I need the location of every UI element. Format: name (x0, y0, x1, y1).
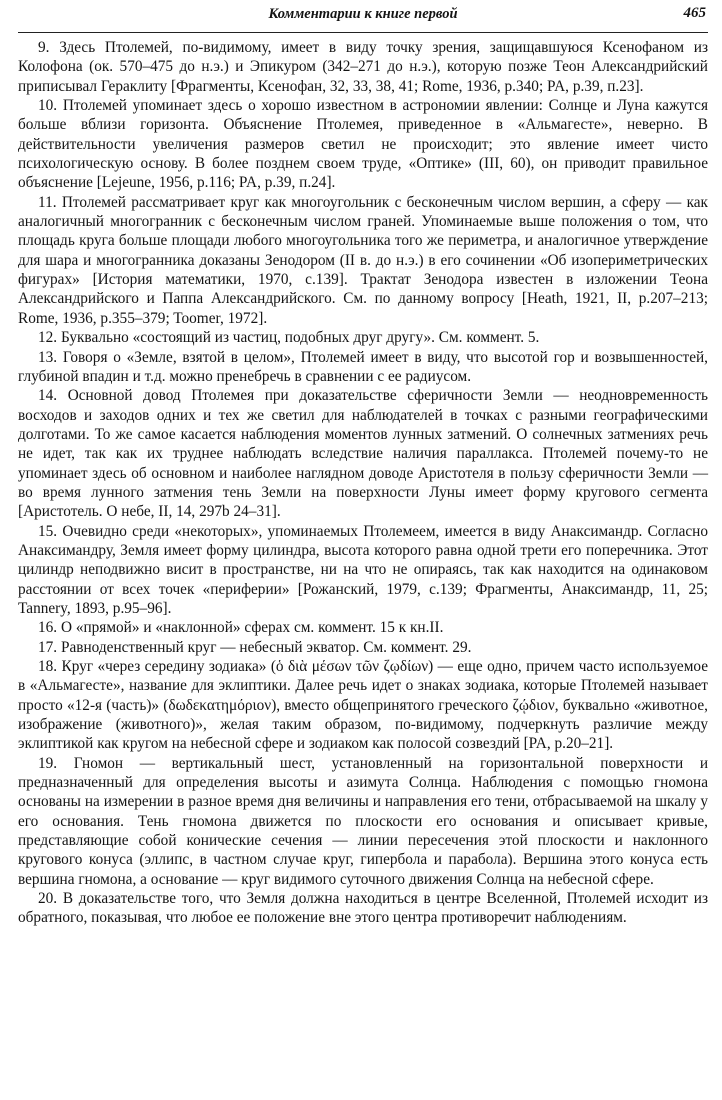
note-text: Гномон — вертикальный шест, установленный на горизонтальной поверхности и предназначенный для определения высоты и азимута Солнца. Наблюдения с помощью гномона основаны на измерении в разное время дня величины и направления его тени, отбрасываемой на шкалу у его основания. Тень гномона движется по плоскости его основания и описывает кривые, представляющие собой конические сечения — линии пересечения этой плоскости и наклонного кругового конуса (эллипс, в частном случае круг, гипербола и парабола). Вершина этого конуса есть вершина гномона, а основание — круг видимого суточного движения Солнца на небесной сфере. (18, 754, 709, 888)
note-number: 14. (38, 387, 58, 405)
note-12 (18, 328, 708, 347)
note-text: Буквально «состоящий из частиц, подобных друг другу». См. коммент. 5. (60, 329, 540, 347)
note-18 (18, 657, 708, 754)
note-text: Очевидно среди «некоторых», упоминаемых Птолемеем, имеется в виду Анаксимандр. Согласно Анаксимандру, Земля имеет форму цилиндра, высота которого равна одной трети его поперечника. Этот цилиндр неподвижно висит в пространстве, ни на что не опираясь, так как находится на одинаковом расстоянии от всех точек «периферии» [Рожанский, 1979, с.139; Фрагменты, Анаксимандр, 11, 25; Tannery, 1893, p.95–96]. (18, 522, 708, 617)
running-header (18, 0, 708, 33)
note-text: Птолемей рассматривает круг как многоугольник с бесконечным числом вершин, а сферу — как аналогичный многогранник с бесконечным числом граней. Упоминаемые выше положения о том, что площадь круга больше площади любого многоугольника того же периметра, и аналогичное утверждение для шара и многогранника доказаны Зенодором (II в. до н.э.) в его сочинении «Об изопериметрических фигурах» [История математики, 1970, с.139]. Трактат Зенодора известен в изложении Теона Александрийского и Паппа Александрийского. См. по данному вопросу [Heath, 1921, II, p.207–213; Rome, 1936, p.355–379; Toomer, 1972]. (18, 193, 708, 327)
note-13 (18, 348, 708, 387)
note-number: 12. (38, 329, 58, 347)
note-text: Равноденственный круг — небесный экватор. См. коммент. 29. (60, 638, 472, 656)
note-11 (18, 193, 708, 328)
note-10 (18, 96, 708, 193)
note-text: Круг «через середину зодиака» (ὁ διὰ μέσων τῶν ζῳδίων) — еще одно, причем часто используемое в «Альмагесте», название для эклиптики. Далее речь идет о знаках зодиака, которые Птолемей называет просто «12-я (часть)» (δωδεκατημόριον), вместо общепринятого греческого ζῴδιον, буквально «животное, изображение (животного)», желая таким образом, по-видимому, подчеркнуть различие между эклиптикой как кругом на небесной сфере и зодиаком как полосой созвездий [PA, p.20–21]. (18, 658, 708, 753)
note-number: 16. (38, 619, 58, 637)
note-9 (18, 38, 708, 96)
note-text: Птолемей упоминает здесь о хорошо известном в астрономии явлении: Солнце и Луна кажутся больше вблизи горизонта. Объяснение Птолемея, приведенное в «Альмагесте», неверно. В действительности увеличения размеров светил не происходит; это явление имеет чисто психологическую основу. В более позднем своем труде, «Оптике» (III, 60), он приводит правильное объяснение [Lejeune, 1956, p.116; PA, p.39, п.24]. (18, 97, 708, 192)
note-20 (18, 889, 708, 928)
note-text: Здесь Птолемей, по-видимому, имеет в виду точку зрения, защищавшуюся Ксенофаном из Колофона (ок. 570–475 до н.э.) и Эпикуром (342–271 до н.э.), которую позже Теон Александрийский приписывал Гераклиту [Фрагменты, Ксенофан, 32, 33, 38, 41; Rome, 1936, p.340; PA, p.39, п.23]. (18, 39, 708, 95)
note-19 (18, 754, 708, 889)
note-text: Говоря о «Земле, взятой в целом», Птолемей имеет в виду, что высотой гор и возвышенностей, глубиной впадин и т.д. можно пренебречь в сравнении с ее радиусом. (18, 348, 708, 385)
note-15 (18, 522, 708, 619)
book-page (18, 0, 708, 1100)
note-number: 11. (38, 193, 57, 211)
note-number: 13. (38, 348, 58, 366)
page-number: 465 (683, 5, 706, 21)
note-14 (18, 386, 708, 521)
note-number: 19. (38, 754, 58, 772)
note-text: Основной довод Птолемея при доказательстве сферичности Земли — неодновременность восходов и заходов одних и тех же светил для наблюдателей в точках с разными географическими долготами. То же самое касается наблюдения моментов лунных затмений. О солнечных затмениях речь не идет, так как их труднее наблюдать вследствие наличия параллакса. Птолемей почему-то не упоминает здесь об основном и наиболее наглядном доводе Аристотеля в пользу сферичности Земли — во время лунного затмения тень Земли на поверхности Луны имеет форму кругового сегмента [Аристотель. О небе, II, 14, 297b 24–31]. (18, 387, 708, 521)
note-number: 17. (38, 638, 58, 656)
note-text: В доказательстве того, что Земля должна находиться в центре Вселенной, Птолемей исходит из обратного, показывая, что любое ее положение вне этого центра противоречит наблюдениям. (18, 890, 708, 927)
note-number: 20. (38, 890, 58, 908)
note-number: 9. (38, 39, 50, 56)
note-number: 10. (38, 97, 58, 115)
commentary-notes (18, 33, 708, 928)
note-16 (18, 618, 708, 637)
note-17 (18, 638, 708, 657)
note-text: О «прямой» и «наклонной» сферах см. коммент. 15 к кн.II. (60, 619, 444, 637)
running-title: Комментарии к книге первой (268, 6, 458, 22)
note-number: 15. (38, 522, 58, 540)
note-number: 18. (38, 658, 58, 675)
